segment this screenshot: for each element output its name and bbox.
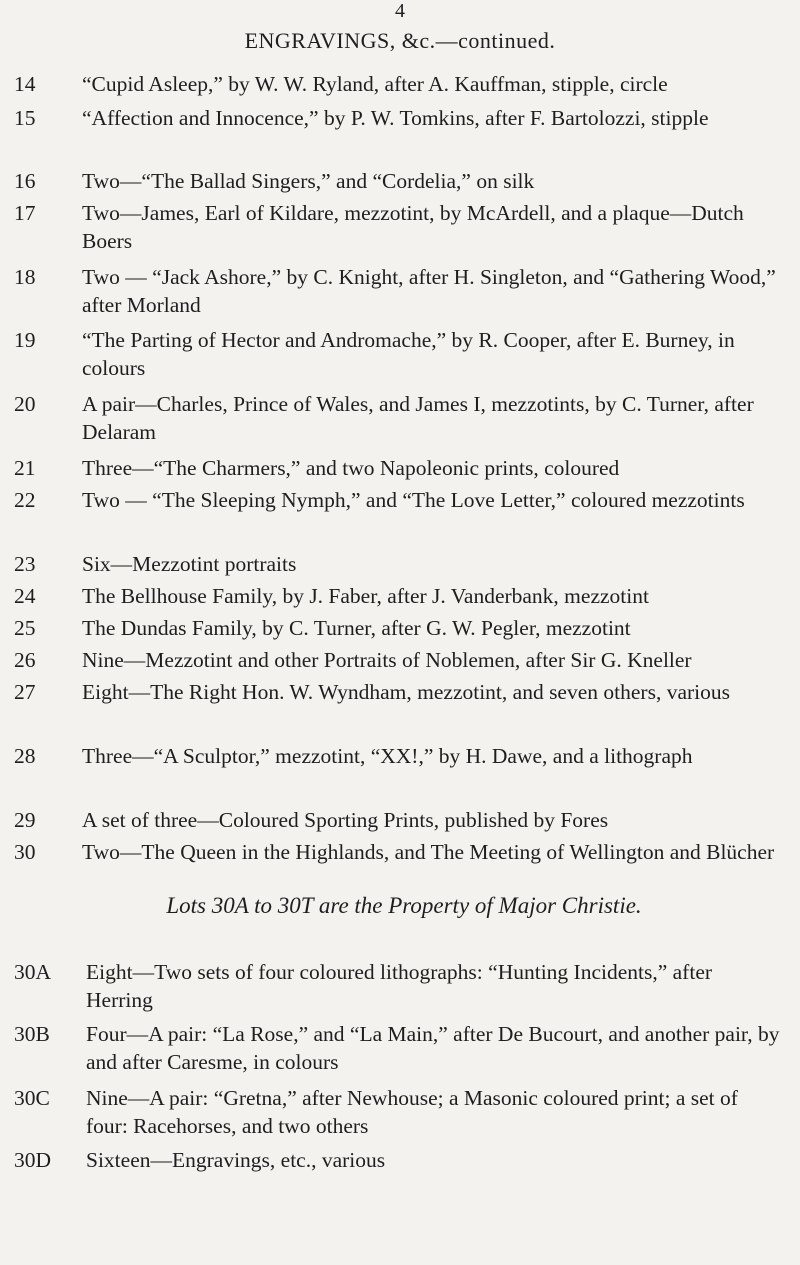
lot-number: 30D xyxy=(14,1148,52,1172)
lot-description: Six—Mezzotint portraits xyxy=(82,552,297,576)
lot-number: 20 xyxy=(14,392,36,416)
lot-number: 22 xyxy=(14,488,36,512)
lot-number: 15 xyxy=(14,106,36,130)
lot-number: 23 xyxy=(14,552,36,576)
lot-entry xyxy=(14,678,784,706)
lot-entry xyxy=(14,646,784,674)
lot-entry xyxy=(14,263,784,319)
lot-number: 17 xyxy=(14,201,36,225)
lot-description: Two — “The Sleeping Nymph,” and “The Love Letter,” coloured mezzotints xyxy=(82,488,745,512)
lot-description: Two — “Jack Ashore,” by C. Knight, after H. Singleton, and “Gathering Wood,” after Morland xyxy=(82,265,776,317)
lot-entry xyxy=(14,1146,784,1174)
page-number: 4 xyxy=(395,0,405,22)
lot-entry xyxy=(14,614,784,642)
lot-description: “The Parting of Hector and Andromache,” by R. Cooper, after E. Burney, in colours xyxy=(82,328,735,380)
provenance-note: Lots 30A to 30T are the Property of Major Christie. xyxy=(166,893,642,918)
lot-entry xyxy=(14,1084,784,1140)
lot-entry xyxy=(14,167,784,195)
lot-entry xyxy=(14,104,784,132)
lot-number: 27 xyxy=(14,680,36,704)
lot-description: Nine—A pair: “Gretna,” after Newhouse; a Masonic coloured print; a set of four: Racehorses, and two others xyxy=(86,1086,738,1138)
lot-entry xyxy=(14,742,784,770)
lot-number: 30B xyxy=(14,1022,50,1046)
lot-description: The Bellhouse Family, by J. Faber, after J. Vanderbank, mezzotint xyxy=(82,584,649,608)
lot-description: Eight—Two sets of four coloured lithographs: “Hunting Incidents,” after Herring xyxy=(86,960,713,1012)
lot-entry xyxy=(14,806,784,834)
lot-description: Two—“The Ballad Singers,” and “Cordelia,” on silk xyxy=(82,169,535,193)
lot-number: 30 xyxy=(14,840,36,864)
lot-number: 21 xyxy=(14,456,36,480)
lot-entry xyxy=(14,70,784,98)
lot-entry xyxy=(14,199,784,255)
lot-description: “Affection and Innocence,” by P. W. Tomkins, after F. Bartolozzi, stipple xyxy=(82,106,709,130)
lot-description: A set of three—Coloured Sporting Prints, published by Fores xyxy=(82,808,609,832)
lot-description: “Cupid Asleep,” by W. W. Ryland, after A. Kauffman, stipple, circle xyxy=(82,72,668,96)
lot-number: 30A xyxy=(14,960,52,984)
lot-number: 29 xyxy=(14,808,36,832)
lot-description: Three—“A Sculptor,” mezzotint, “XX!,” by H. Dawe, and a lithograph xyxy=(82,744,693,768)
lot-description: Two—The Queen in the Highlands, and The Meeting of Wellington and Blücher xyxy=(82,840,775,864)
lot-number: 18 xyxy=(14,265,36,289)
lot-number: 25 xyxy=(14,616,36,640)
lot-entry xyxy=(14,550,784,578)
lot-description: Four—A pair: “La Rose,” and “La Main,” after De Bucourt, and another pair, by and after Caresme, in colours xyxy=(86,1022,780,1074)
lot-number: 24 xyxy=(14,584,36,608)
lot-entry xyxy=(14,454,784,482)
lot-entry xyxy=(14,326,784,382)
section-header: ENGRAVINGS, &c.—continued. xyxy=(244,28,556,53)
lot-description: Three—“The Charmers,” and two Napoleonic prints, coloured xyxy=(82,456,620,480)
lot-number: 19 xyxy=(14,328,36,352)
lot-description: The Dundas Family, by C. Turner, after G. W. Pegler, mezzotint xyxy=(82,616,631,640)
lot-entry xyxy=(14,486,784,514)
lot-entry xyxy=(14,390,784,446)
lot-number: 14 xyxy=(14,72,36,96)
lot-description: Two—James, Earl of Kildare, mezzotint, by McArdell, and a plaque—Dutch Boers xyxy=(82,201,744,253)
lot-description: A pair—Charles, Prince of Wales, and James I, mezzotints, by C. Turner, after Delaram xyxy=(82,392,754,444)
lot-number: 30C xyxy=(14,1086,50,1110)
lot-number: 26 xyxy=(14,648,36,672)
lot-description: Sixteen—Engravings, etc., various xyxy=(86,1148,386,1172)
lot-description: Nine—Mezzotint and other Portraits of Noblemen, after Sir G. Kneller xyxy=(82,648,692,672)
lot-entry xyxy=(14,582,784,610)
lot-description: Eight—The Right Hon. W. Wyndham, mezzotint, and seven others, various xyxy=(82,680,730,704)
lot-entry xyxy=(14,838,784,866)
lot-entry xyxy=(14,958,784,1014)
lot-entry xyxy=(14,1020,784,1076)
lot-number: 28 xyxy=(14,744,36,768)
lot-number: 16 xyxy=(14,169,36,193)
